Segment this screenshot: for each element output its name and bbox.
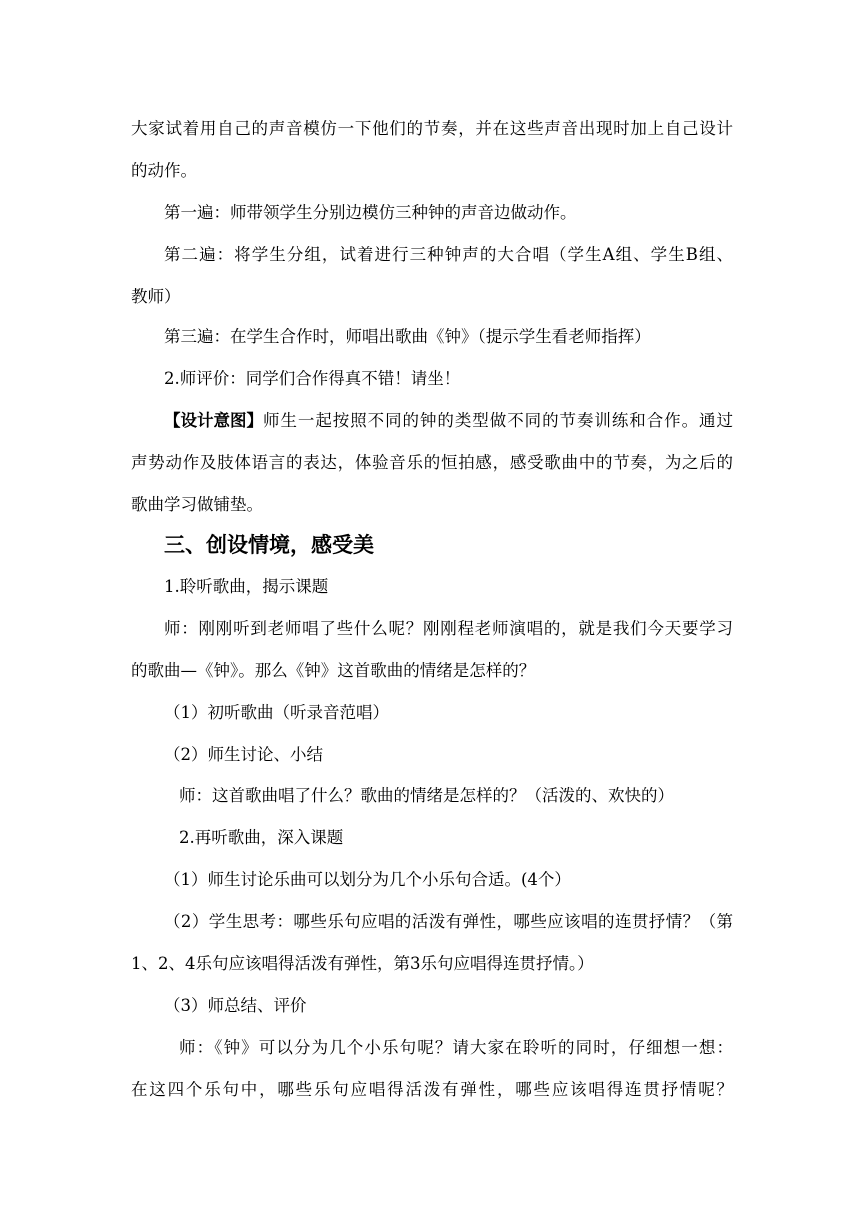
paragraph-teacher-evaluation: 2.师评价：同学们合作得真不错！请坐！	[164, 369, 461, 388]
design-intent-line-2: 声势动作及肢体语言的表达，体验音乐的恒拍感，感受歌曲中的节奏，为之后的	[131, 453, 733, 472]
paragraph-student-thinking-line-1: （2）学生思考：哪些乐句应唱的活泼有弹性，哪些应该唱的连贯抒情？（第	[164, 912, 733, 931]
paragraph-discussion: （2）师生讨论、小结	[164, 745, 323, 764]
paragraph-line-1: 大家试着用自己的声音模仿一下他们的节奏，并在这些声音出现时加上自己设计	[131, 119, 733, 138]
design-intent-line-3: 歌曲学习做铺垫。	[131, 495, 263, 514]
paragraph-second-pass-line-1: 第二遍：将学生分组，试着进行三种钟声的大合唱（学生A组、学生B组、	[164, 245, 733, 264]
paragraph-first-pass: 第一遍：师带领学生分别边模仿三种钟的声音边做动作。	[164, 203, 577, 222]
design-intent-label: 【设计意图】	[164, 411, 263, 430]
paragraph-second-pass-line-2: 教师）	[131, 287, 181, 306]
paragraph-final-question-line-2: 在这四个乐句中，哪些乐句应唱得活泼有弹性，哪些应该唱得连贯抒情呢？	[131, 1080, 733, 1099]
paragraph-teacher-intro-line-1: 师：刚刚听到老师唱了些什么呢？刚刚程老师演唱的，就是我们今天要学习	[164, 619, 733, 638]
paragraph-summary: （3）师总结、评价	[164, 996, 307, 1015]
paragraph-listen-again: 2.再听歌曲，深入课题	[179, 828, 344, 847]
design-intent-line-1	[164, 409, 733, 433]
paragraph-line-2: 的动作。	[131, 161, 197, 180]
paragraph-teacher-question: 师：这首歌曲唱了什么？歌曲的情绪是怎样的？（活泼的、欢快的）	[179, 786, 674, 805]
paragraph-student-thinking-line-2: 1、2、4乐句应该唱得活泼有弹性，第3乐句应唱得连贯抒情。）	[131, 954, 594, 973]
paragraph-final-question-line-1: 师：《钟》可以分为几个小乐句呢？请大家在聆听的同时，仔细想一想：	[179, 1038, 733, 1057]
design-intent-text-1: 师生一起按照不同的钟的类型做不同的节奏训练和合作。通过	[263, 411, 733, 430]
paragraph-listen-song: 1.聆听歌曲，揭示课题	[164, 577, 329, 596]
paragraph-third-pass: 第三遍：在学生合作时，师唱出歌曲《钟》（提示学生看老师指挥）	[164, 327, 651, 346]
section-heading: 三、创设情境，感受美	[164, 533, 374, 557]
paragraph-teacher-intro-line-2: 的歌曲—《钟》。那么《钟》这首歌曲的情绪是怎样的？	[131, 661, 536, 680]
paragraph-first-listen: （1）初听歌曲（听录音范唱）	[164, 703, 389, 722]
paragraph-phrase-division: （1）师生讨论乐曲可以划分为几个小乐句合适。(4个）	[164, 870, 571, 889]
